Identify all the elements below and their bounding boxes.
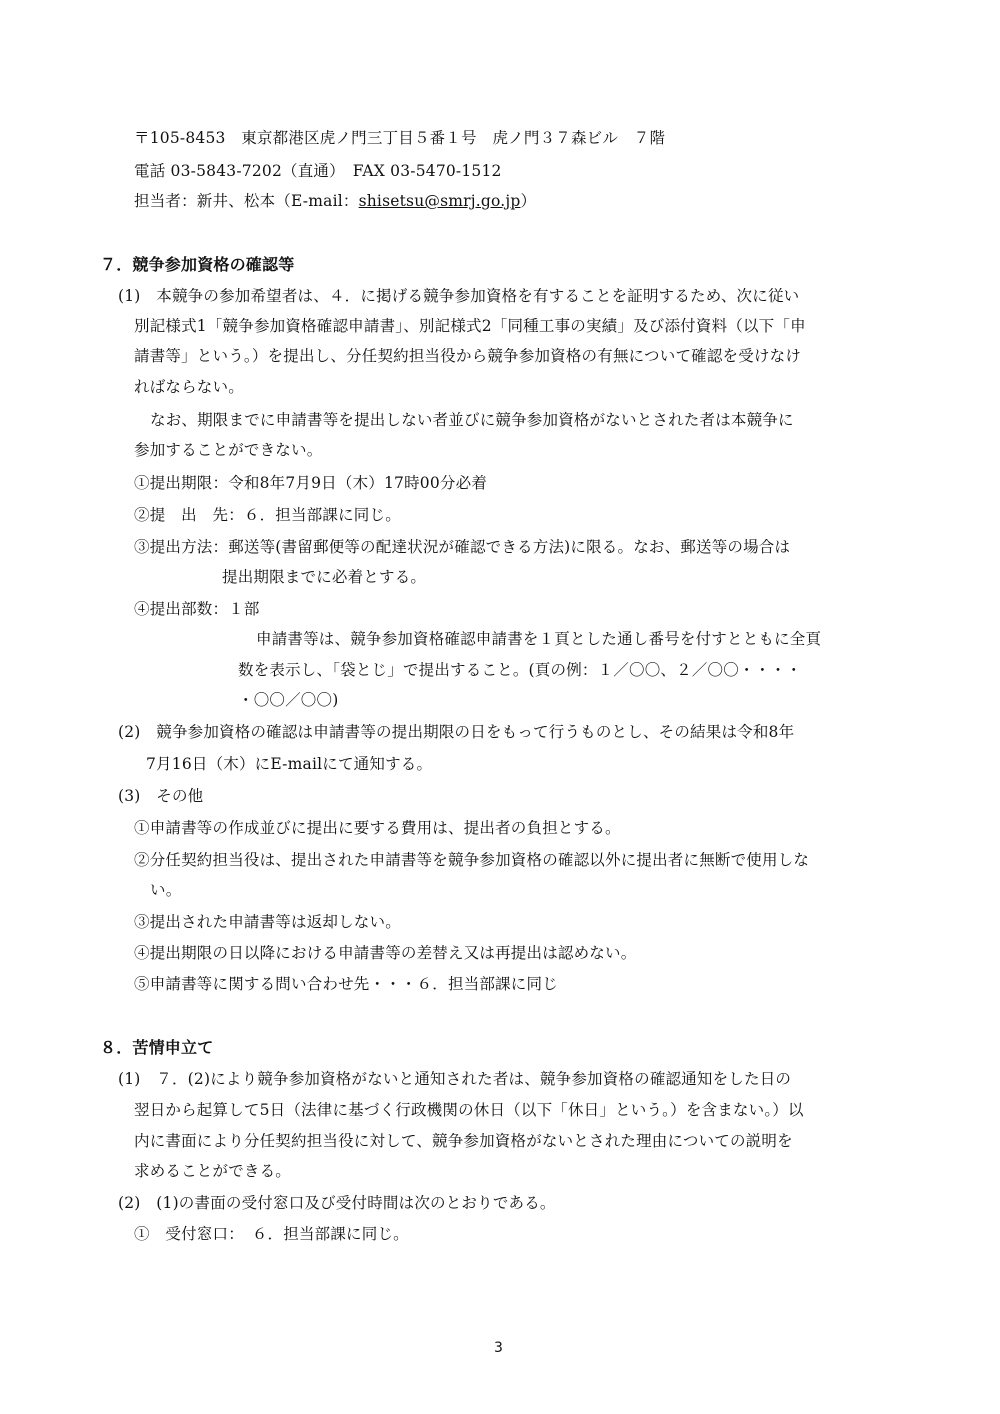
section-7-item: ①提出期限：令和8年7月9日（木）17時00分必着 [134,474,488,492]
section-8-p1-line: (1) ７．(2)により競争参加資格がないと通知された者は、競争参加資格の確認通知をした日の [118,1070,792,1088]
section-7-p1-line: (1) 本競争の参加希望者は、４．に掲げる競争参加資格を有することを証明するため、次に従い [118,287,800,305]
section-7-item: 提出期限までに必着とする。 [222,568,427,586]
section-8-p1-line: 求めることができる。 [134,1162,292,1180]
section-7-item: ④提出部数：１部 [134,600,260,618]
section-7-p1-line: 請書等」という。）を提出し、分任契約担当役から競争参加資格の有無について確認を受けなけ [134,347,802,365]
section-8-p2-line: ① 受付窓口： ６．担当部課に同じ。 [134,1225,409,1243]
section-8-heading: ８．苦情申立て [100,1038,214,1057]
section-8-p2-line: (2) (1)の書面の受付窓口及び受付時間は次のとおりである。 [118,1194,556,1212]
contact-phone: 電話 03-5843-7202（直通） FAX 03-5470-1512 [134,162,502,180]
section-8-p1-line: 内に書面により分任契約担当役に対して、競争参加資格がないとされた理由についての説明を [134,1132,793,1150]
section-7-p1-line: ればならない。 [134,378,244,396]
section-7-p3-line: ①申請書等の作成並びに提出に要する費用は、提出者の負担とする。 [134,819,621,837]
section-7-p3-line: ②分任契約担当役は、提出された申請書等を競争参加資格の確認以外に提出者に無断で使用しな [134,851,810,869]
contact-person [134,191,536,211]
contact-person-prefix: 担当者：新井、松本（E-mail： [134,192,359,210]
section-7-p1-line: なお、期限までに申請書等を提出しない者並びに競争参加資格がないとされた者は本競争に [150,411,794,429]
contact-person-suffix: ） [520,192,537,210]
section-7-item: 申請書等は、競争参加資格確認申請書を１頁とした通し番号を付すとともに全頁 [256,630,822,648]
section-7-p2-line: 7月16日（木）にE-mailにて通知する。 [146,755,433,773]
section-7-p3-line: ⑤申請書等に関する問い合わせ先・・・６．担当部課に同じ [134,975,558,993]
section-7-p2-line: (2) 競争参加資格の確認は申請書等の提出期限の日をもって行うものとし、その結果は令和8年 [118,723,795,741]
section-7-item: ③提出方法：郵送等(書留郵便等の配達状況が確認できる方法)に限る。なお、郵送等の場合は [134,538,791,556]
section-7-p3-line: (3) その他 [118,787,204,805]
contact-address: 〒105-8453 東京都港区虎ノ門三丁目５番１号 虎ノ門３７森ビル ７階 [134,129,666,147]
section-7-p1-line: 別記様式1「競争参加資格確認申請書」、別記様式2「同種工事の実績」及び添付資料（以下「申 [134,317,806,335]
section-7-heading: ７．競争参加資格の確認等 [100,255,295,274]
section-7-p3-line: ③提出された申請書等は返却しない。 [134,913,401,931]
section-7-item: ②提 出 先：６．担当部課に同じ。 [134,506,401,524]
page-number: 3 [494,1340,504,1356]
section-7-item: ・〇〇／〇〇) [238,691,339,709]
section-8-p1-line: 翌日から起算して5日（法律に基づく行政機関の休日（以下「休日」という。）を含まない。）以 [134,1101,804,1119]
section-7-item: 数を表示し、「袋とじ」で提出すること。(頁の例：１／〇〇、２／〇〇・・・・ [238,661,802,679]
section-7-p3-line: い。 [150,881,182,899]
section-7-p3-line: ④提出期限の日以降における申請書等の差替え又は再提出は認めない。 [134,944,637,962]
section-7-p1-line: 参加することができない。 [134,441,323,459]
contact-email-link[interactable]: shisetsu@smrj.go.jp [358,192,521,210]
